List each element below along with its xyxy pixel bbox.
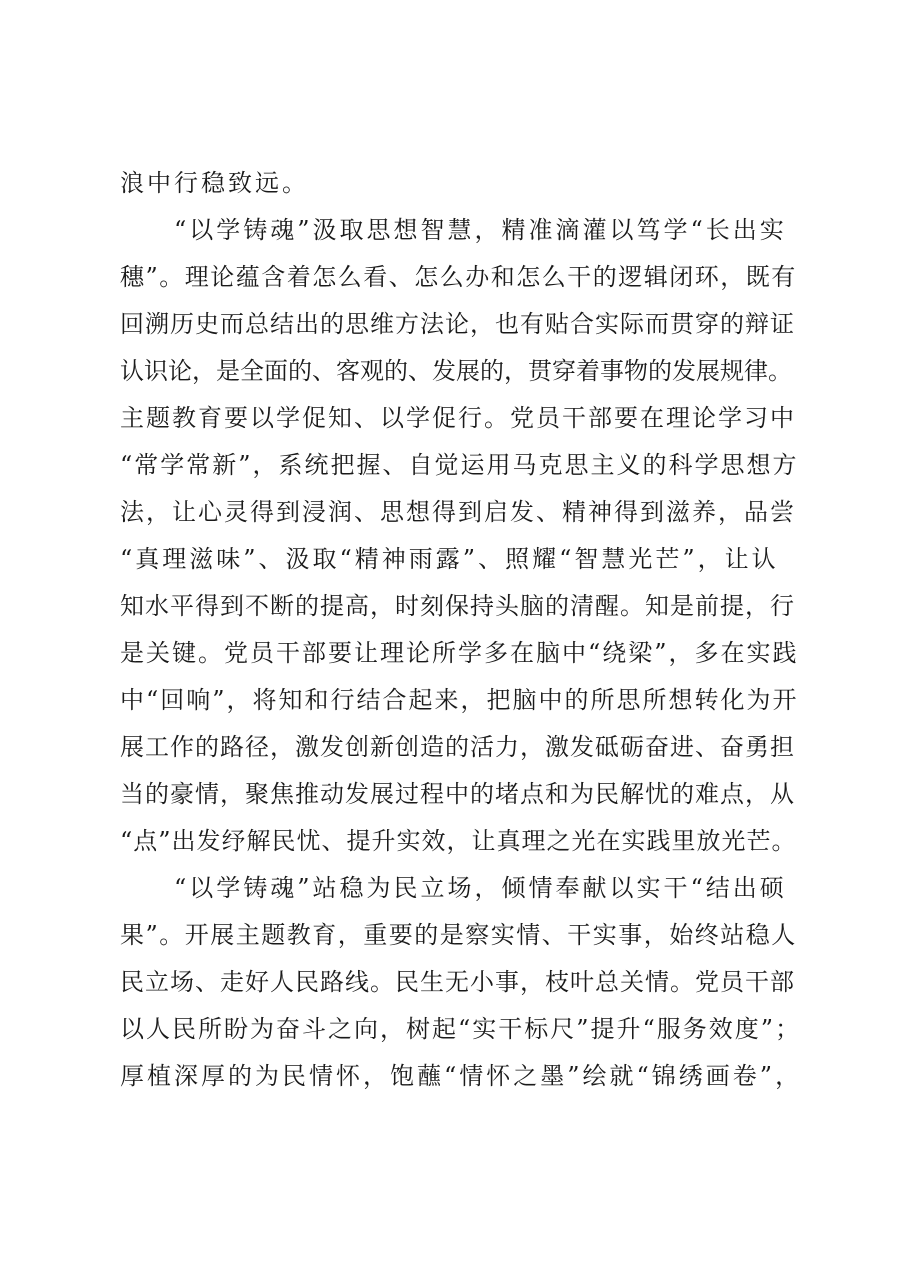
body-text (120, 160, 804, 1100)
text-line: “真理滋味”、汲取“精神雨露”、照耀“智慧光芒”，让认 (120, 545, 779, 573)
text-line: 当的豪情，聚焦推动发展过程中的堵点和为民解忧的难点，从 (120, 780, 795, 808)
paragraph-first-line: “以学铸魂”站稳为民立场，倾情奉献以实干“结出硕 (174, 874, 787, 902)
text-line: “点”出发纾解民忧、提升实效，让真理之光在实践里放光芒。 (120, 827, 797, 855)
paragraph-first-line: “以学铸魂”汲取思想智慧，精准滴灌以笃学“长出实 (174, 216, 787, 244)
text-line: 认识论，是全面的、客观的、发展的，贯穿着事物的发展规律。 (120, 357, 792, 385)
text-line: 厚植深厚的为民情怀，饱蘸“情怀之墨”绘就“锦绣画卷”， (120, 1062, 803, 1090)
text-line: 主题教育要以学促知、以学促行。党员干部要在理论学习中 (120, 404, 796, 432)
text-line: 穗”。理论蕴含着怎么看、怎么办和怎么干的逻辑闭环，既有 (120, 263, 797, 291)
text-line: 法，让心灵得到浸润、思想得到启发、精神得到滋养，品尝 (120, 498, 796, 526)
text-line: 展工作的路径，激发创新创造的活力，激发砥砺奋进、奋勇担 (120, 733, 795, 761)
text-line: 民立场、走好人民路线。民生无小事，枝叶总关情。党员干部 (120, 968, 795, 996)
text-line: “常学常新”，系统把握、自觉运用马克思主义的科学思想方 (120, 451, 799, 479)
text-line: 知水平得到不断的提高，时刻保持头脑的清醒。知是前提，行 (120, 592, 795, 620)
text-line: 以人民所盼为奋斗之向，树起“实干标尺”提升“服务效度”； (120, 1015, 802, 1043)
text-line: 浪中行稳致远。 (120, 169, 309, 197)
text-line: 回溯历史而总结出的思维方法论，也有贴合实际而贯穿的辩证 (120, 310, 795, 338)
text-line: 果”。开展主题教育，重要的是察实情、干实事，始终站稳人 (120, 921, 797, 949)
text-line: 是关键。党员干部要让理论所学多在脑中“绕梁”，多在实践 (120, 639, 799, 667)
text-line: 中“回响”，将知和行结合起来，把脑中的所思所想转化为开 (120, 686, 799, 714)
